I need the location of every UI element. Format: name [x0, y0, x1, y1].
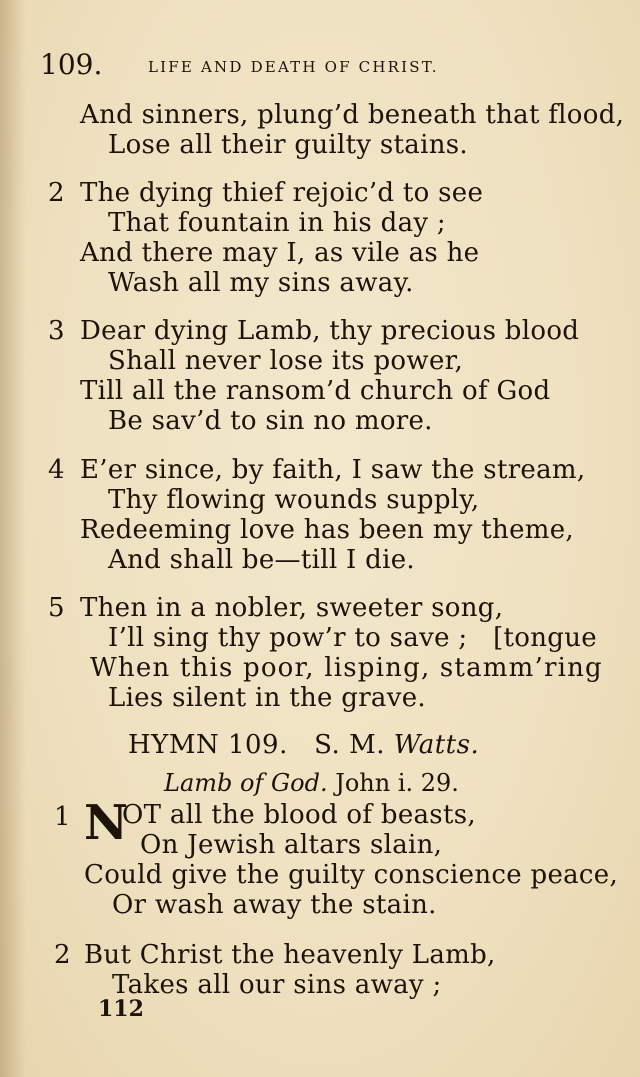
page-header [40, 48, 600, 88]
verse-line: Lose all their guilty stains. [108, 130, 468, 160]
hymn-heading [128, 730, 479, 760]
verse-line: OT all the blood of beasts, [122, 800, 476, 830]
verse-line: Takes all our sins away ; [112, 970, 442, 1000]
verse-line: Redeeming love has been my theme, [80, 515, 574, 545]
verse-line: And sinners, plung’d beneath that flood, [80, 100, 625, 130]
stanza-number: 1 [54, 802, 71, 832]
hymn-subtitle [164, 768, 459, 798]
verse-line: Lies silent in the grave. [108, 683, 426, 713]
hymn-author: Watts. [393, 730, 480, 760]
verse-line: Or wash away the stain. [112, 890, 437, 920]
verse-line: Then in a nobler, sweeter song, [80, 593, 504, 623]
stanza-number: 3 [48, 316, 65, 346]
scripture-reference: John i. 29. [327, 769, 459, 797]
stanza-number: 5 [48, 593, 65, 623]
verse-line: Till all the ransom’d church of God [80, 376, 551, 406]
verse-line: Dear dying Lamb, thy precious blood [80, 316, 580, 346]
verse-line: On Jewish altars slain, [140, 830, 443, 860]
drop-cap: N [84, 795, 128, 851]
verse-line: And there may I, as vile as he [80, 238, 480, 268]
verse-line: I’ll sing thy pow’r to save ; [tongue [108, 623, 597, 653]
hymn-number: HYMN 109. S. M. [128, 730, 385, 760]
verse-line: Wash all my sins away. [108, 268, 414, 298]
verse-line: And shall be—till I die. [108, 545, 415, 575]
verse-line: Be sav’d to sin no more. [108, 406, 433, 436]
running-title: LIFE AND DEATH OF CHRIST. [148, 58, 439, 76]
verse-line: When this poor, lisping, stamm’ring [90, 653, 603, 683]
signature-mark: 112 [98, 996, 144, 1022]
stanza-number: 2 [54, 940, 71, 970]
stanza-number: 4 [48, 455, 65, 485]
verse-line: But Christ the heavenly Lamb, [84, 940, 496, 970]
binding-shadow [0, 0, 26, 1077]
page-number: 109. [40, 48, 103, 81]
verse-line: Could give the guilty conscience peace, [84, 860, 619, 890]
verse-line: The dying thief rejoic’d to see [80, 178, 484, 208]
verse-line: Thy flowing wounds supply, [108, 485, 480, 515]
stanza-number: 2 [48, 178, 65, 208]
verse-line: That fountain in his day ; [108, 208, 446, 238]
verse-line: Shall never lose its power, [108, 346, 464, 376]
verse-line: E’er since, by faith, I saw the stream, [80, 455, 586, 485]
hymn-theme: Lamb of God. [164, 769, 328, 797]
